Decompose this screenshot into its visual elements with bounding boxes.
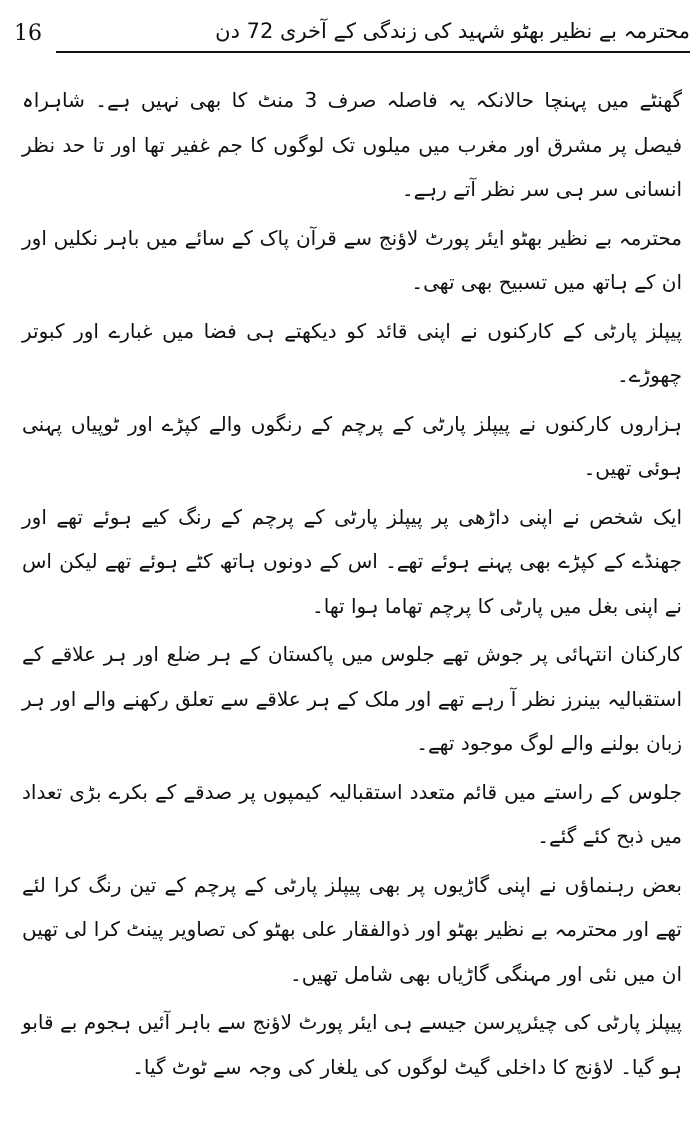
paragraph: پیپلز پارٹی کی چیئرپرسن جیسے ہی ایئر پورٹ لاؤنج سے باہر آئیں ہجوم بے قابو ہو گیا۔ لاؤنج کا داخلی گیٹ لوگوں کی یلغار کی وجہ سے ٹوٹ گیا۔ bbox=[22, 1010, 682, 1079]
running-title: محترمہ بے نظیر بھٹو شہید کی زندگی کے آخری 72 دن bbox=[215, 19, 690, 43]
paragraph: ایک شخص نے اپنی داڑھی پر پیپلز پارٹی کے پرچم کے رنگ کیے ہوئے تھے اور جھنڈے کے کپڑے بھی پہنے ہوئے تھے۔ اس کے دونوں ہاتھ کٹے ہوئے تھے لیکن اس نے اپنی بغل میں پارٹی کا پرچم تھاما ہوا تھا۔ bbox=[22, 504, 682, 618]
paragraph: پیپلز پارٹی کے کارکنوں نے اپنی قائد کو دیکھتے ہی فضا میں غبارے اور کبوتر چھوڑے۔ bbox=[22, 318, 682, 387]
paragraph: بعض رہنماؤں نے اپنی گاڑیوں پر بھی پیپلز پارٹی کے پرچم کے تین رنگ کرا لئے تھے اور محترمہ بے نظیر بھٹو اور ذوالفقار علی بھٹو کی تصاویر پینٹ کرا لی تھیں ان میں نئی اور مہنگی گاڑیاں بھی شامل تھیں۔ bbox=[22, 872, 682, 986]
body-text bbox=[22, 78, 682, 1093]
paragraph: محترمہ بے نظیر بھٹو ایئر پورٹ لاؤنج سے قرآن پاک کے سائے میں باہر نکلیں اور ان کے ہاتھ میں تسبیح بھی تھی۔ bbox=[22, 225, 682, 294]
paragraph: جلوس کے راستے میں قائم متعدد استقبالیہ کیمپوں پر صدقے کے بکرے بڑی تعداد میں ذبح کئے گئے۔ bbox=[22, 779, 682, 848]
paragraph: گھنٹے میں پہنچا حالانکہ یہ فاصلہ صرف 3 منٹ کا بھی نہیں ہے۔ شاہراہ فیصل پر مشرق اور مغرب میں میلوں تک لوگوں کا جم غفیر تھا اور تا حد نظر انسانی سر ہی سر نظر آتے رہے۔ bbox=[22, 88, 682, 201]
paragraph: ہزاروں کارکنوں نے پیپلز پارٹی کے پرچم کے رنگوں والے کپڑے اور ٹوپیاں پہنی ہوئی تھیں۔ bbox=[22, 411, 682, 480]
header-rule bbox=[56, 51, 690, 53]
paragraph: کارکنان انتہائی پر جوش تھے جلوس میں پاکستان کے ہر ضلع اور ہر علاقے کے استقبالیہ بینرز نظر آ رہے تھے اور ملک کے ہر علاقے سے تعلق رکھنے والے اور ہر زبان بولنے والے لوگ موجود تھے۔ bbox=[22, 642, 682, 755]
page-number: 16 bbox=[14, 21, 42, 46]
page-header bbox=[14, 14, 690, 54]
